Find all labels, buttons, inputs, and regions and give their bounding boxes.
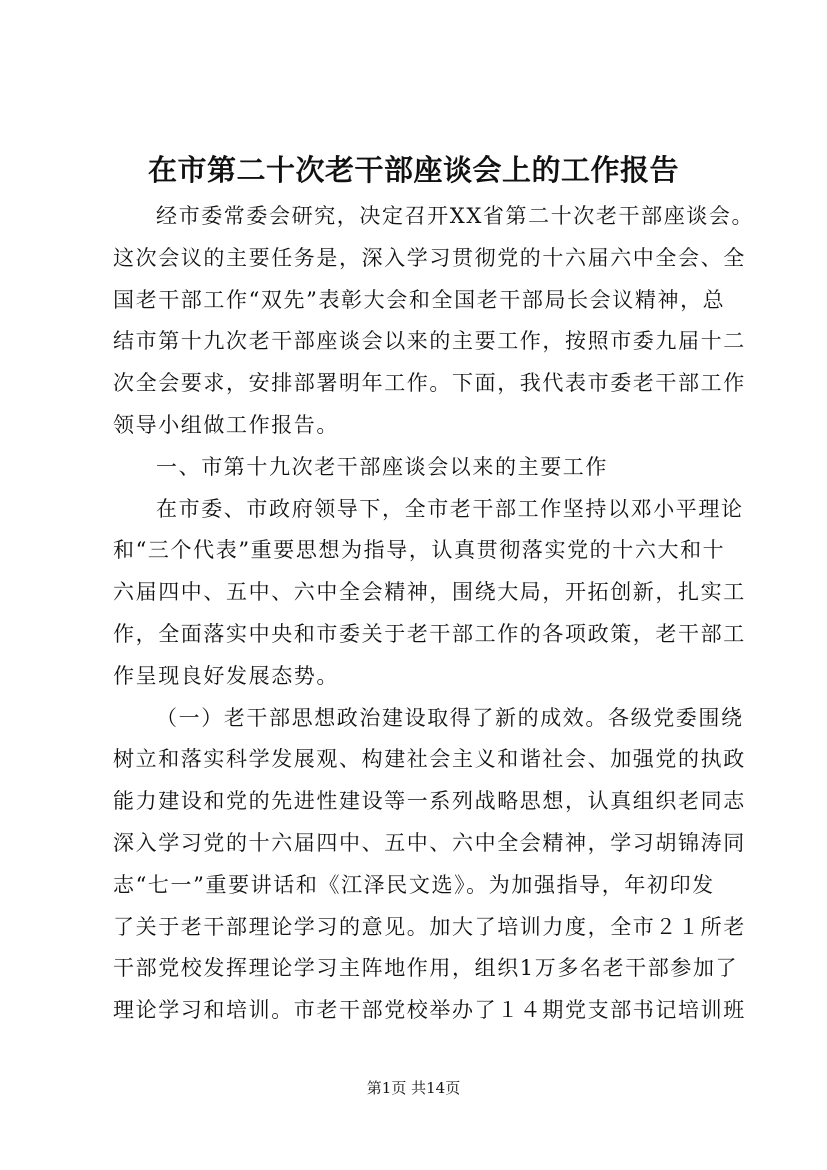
body-line: 经市委常委会研究，决定召开XX省第二十次老干部座谈会。 [156,204,755,228]
body-line: 领导小组做工作报告。 [113,412,339,437]
body-line: 六届四中、五中、六中全会精神，围绕大局，开拓创新，扎实工 [113,580,746,605]
body-line: 结市第十九次老干部座谈会以来的主要工作，按照市委九届十二 [113,329,746,354]
body-line: 作呈现良好发展态势。 [113,663,339,688]
body-line: （一）老干部思想政治建设取得了新的成效。各级党委围绕 [156,705,744,730]
body-line: 和“三个代表”重要思想为指导，认真贯彻落实党的十六大和十 [113,538,726,563]
body-line: 国老干部工作“双先”表彰大会和全国老干部局长会议精神，总 [113,287,726,312]
body-line: 能力建设和党的先进性建设等一系列战略思想，认真组织老同志 [113,789,746,814]
document-title: 在市第二十次老干部座谈会上的工作报告 [147,153,679,187]
body-line: 作，全面落实中央和市委关于老干部工作的各项政策，老干部工 [113,621,746,646]
body-line: 深入学习党的十六届四中、五中、六中全会精神，学习胡锦涛同 [113,830,746,855]
body-line: 了关于老干部理论学习的意见。加大了培训力度，全市２１所老 [113,914,746,939]
body-line: 在市委、市政府领导下，全市老干部工作坚持以邓小平理论 [156,496,744,521]
body-line: 次全会要求，安排部署明年工作。下面，我代表市委老干部工作 [113,371,746,396]
section-heading: 一、市第十九次老干部座谈会以来的主要工作 [156,454,608,479]
body-line: 理论学习和培训。市老干部党校举办了１４期党支部书记培训班 [113,998,746,1023]
body-line: 干部党校发挥理论学习主阵地作用，组织1万多名老干部参加了 [113,956,739,981]
body-line: 志“七一”重要讲话和《江泽民文选》。为加强指导，年初印发 [113,872,715,897]
page-footer: 第1页 共14页 [366,1079,461,1097]
document-body [113,196,755,1032]
body-line: 树立和落实科学发展观、构建社会主义和谐社会、加强党的执政 [113,747,746,772]
body-line: 这次会议的主要任务是，深入学习贯彻党的十六届六中全会、全 [113,245,746,270]
